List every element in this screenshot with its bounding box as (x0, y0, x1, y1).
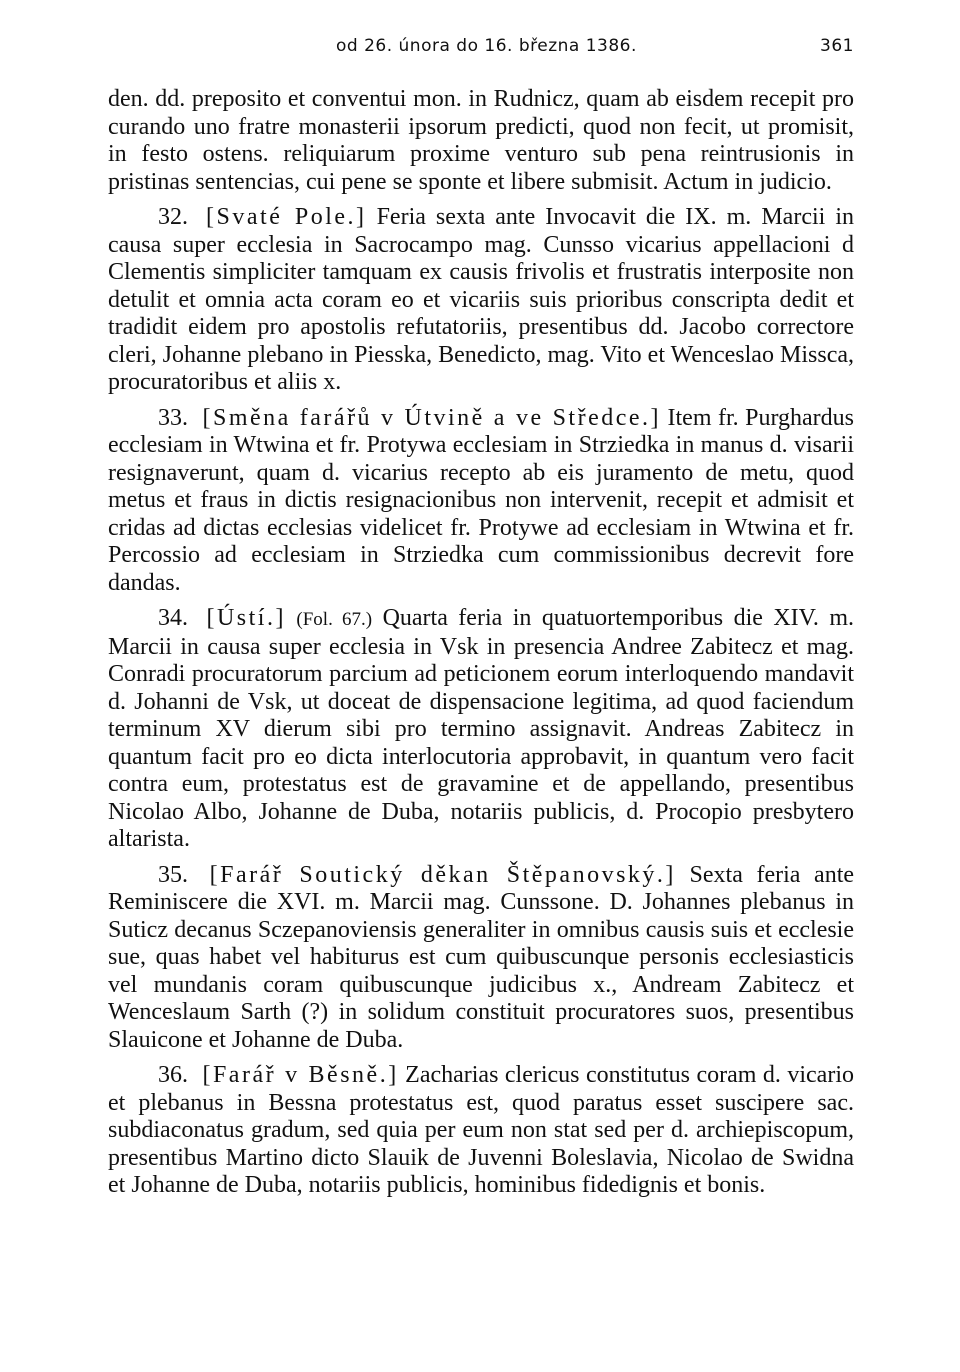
document-page (108, 28, 854, 1200)
entry-34 (108, 605, 854, 854)
entry-text: Sexta feria ante Reminiscere die XVI. m. Marcii mag. Cunssone. D. Johannes plebanus in Suticz decanus Sczepanoviensis generaliter in omnibus causis suis et ecclesie sue, quas habet vel habiturus est cum quibuscunque personis ecclesiasticis vel mundanis coram quibuscunque judicibus x., Andream Zabitecz et Wenceslaum Sarth (?) in solidum constituit procuratores suos, presentibus Slauicone et Johanne de Duba. (108, 861, 855, 1053)
entry-number: 32. (158, 204, 188, 230)
body-text (108, 86, 854, 1200)
entry-text: Quarta feria in quatuortemporibus die XIV. m. Marcii in causa super ecclesia in Vsk in presencia Andree Zabitecz et mag. Conradi procuratorum parcium ad peticionem eorum interloquendo mandavit d. Johanni de Vsk, ut doceat de dispensacione legitima, ad quod faciendum terminum XV dierum sibi pro termino assignavit. Andreas Zabitecz in quantum facit pro eo dicta interlocutoria approbavit, in quantum vero facit contra eum, protestatus est de gravamine et de appellando, presentibus Nicolao Albo, Johanne de Duba, notariis publicis, d. Procopio presbytero altarista. (108, 605, 855, 852)
entry-heading: [Farář v Běsně.] (202, 1062, 399, 1088)
entry-heading: [Směna farářů v Útvině a ve Středce.] (202, 404, 662, 431)
entry-heading: [Farář Soutický děkan Štěpanovský.] (209, 861, 676, 888)
page-number: 361 (820, 36, 854, 56)
entry-heading: [Ústí.] (206, 605, 286, 631)
page-header (108, 28, 854, 64)
entry-number: 35. (158, 861, 188, 888)
intro-paragraph: den. dd. preposito et conventui mon. in Rudnicz, quam ab eisdem recepit pro curando uno fratre monasterii ipsorum predicti, quod non fecit, ut promisit, in festo ostens. reliquiarum proxime venturo sub pena reintrusionis in pristinas sentencias, cui pene se sponte et libere submisit. Actum in judicio. (108, 86, 854, 195)
entry-number: 36. (158, 1062, 188, 1088)
entry-text: Item fr. Purghardus ecclesiam in Wtwina et fr. Protywa ecclesiam in Strziedka in manus d. visarii resignaverunt, quam d. vicarius recepto ab eis juramento de metu, quod metus et fraus in dictis resignacionibus non intervenit, recepit et admisit et cridas ad dictas ecclesias videlicet fr. Protywe ad ecclesiam in Wtwina et fr. Percossio ad ecclesiam in Strziedka cum commissionibus decrevit fore dandas. (108, 404, 855, 596)
entry-heading: [Svaté Pole.] (206, 204, 367, 230)
entry-text: Feria sexta ante Invocavit die IX. m. Marcii in causa super ecclesia in Sacrocampo mag. Cunsso vicarius appellacioni d Clementis simpliciter tamquam ex causis frivolis et frustratis interposite non detulit et omnia acta coram eo et vicariis suis prioribus conscripta dedit et tradidit eidem pro apostolis refutatoriis, presentibus dd. Jacobo correctore cleri, Johanne plebano in Piesska, Benedicto, mag. Vito et Wenceslao Missca, procuratoribus et aliis x. (108, 204, 855, 395)
entry-text: Zacharias clericus constitutus coram d. vicario et plebanus in Bessna protestatus est, quod paratus esset suscipere sac. subdiaconatus gradum, sed quia per eum non stat sed per d. archiepiscopum, presentibus Martino dicto Slauik de Juvenni Boleslavia, Nicolao de Swidna et Johanne de Duba, notariis publicis, hominibus fidedignis et bonis. (108, 1062, 854, 1198)
entry-35 (108, 862, 854, 1055)
folio-reference: (Fol. 67.) (296, 609, 373, 630)
entry-number: 33. (158, 404, 188, 431)
entry-number: 34. (158, 605, 188, 631)
entry-33 (108, 405, 854, 598)
running-title: od 26. února do 16. března 1386. (336, 36, 637, 56)
entry-32 (108, 204, 854, 397)
entry-36 (108, 1062, 854, 1200)
